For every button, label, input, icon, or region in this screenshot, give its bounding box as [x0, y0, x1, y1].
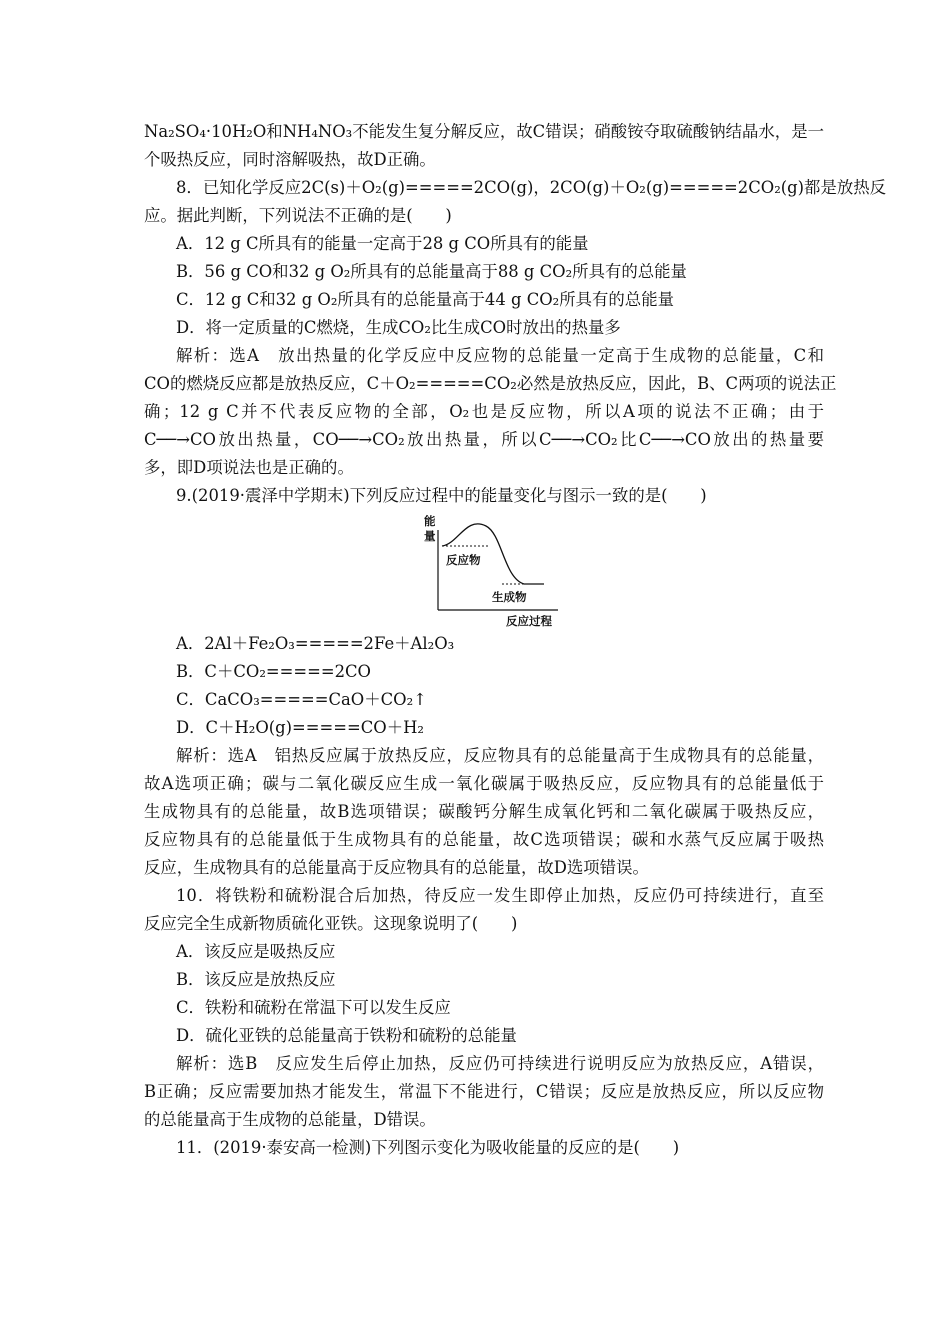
option-b: B．56 g CO和32 g O₂所具有的总能量高于88 g CO₂所具有的总能量: [176, 262, 687, 281]
question-9-stem: 9.(2019·震泽中学期末)下列反应过程中的能量变化与图示一致的是( ): [176, 486, 707, 505]
x-axis-label: 反应过程: [506, 614, 552, 628]
option-c: C．CaCO₃=====CaO＋CO₂↑: [176, 690, 427, 709]
text-line: 的总能量高于生成物的总能量，D错误。: [144, 1110, 436, 1129]
text-line: 反应物具有的总能量低于生成物具有的总能量，故C选项错误；碳和水蒸气反应属于吸热: [144, 830, 824, 849]
option-c: C．12 g C和32 g O₂所具有的总能量高于44 g CO₂所具有的总能量: [176, 290, 674, 309]
analysis-10: 解析：选B 反应发生后停止加热，反应仍可持续进行说明反应为放热反应，A错误，: [176, 1054, 824, 1073]
text-line: CO的燃烧反应都是放热反应，C＋O₂=====CO₂必然是放热反应，因此，B、C两项的说法正: [144, 374, 837, 393]
option-d: D．硫化亚铁的总能量高于铁粉和硫粉的总能量: [176, 1026, 517, 1045]
energy-diagram: [420, 508, 572, 630]
option-b: B．该反应是放热反应: [176, 970, 336, 989]
analysis-9: 解析：选A 铝热反应属于放热反应，反应物具有的总能量高于生成物具有的总能量，: [176, 746, 824, 765]
option-a: A．该反应是吸热反应: [176, 942, 336, 961]
y-axis-label-2: 量: [424, 529, 436, 543]
text-line: 故A选项正确；碳与二氧化碳反应生成一氧化碳属于吸热反应，反应物具有的总能量低于: [144, 774, 824, 793]
text-line: 应。据此判断，下列说法不正确的是( ): [144, 206, 452, 225]
option-d: D．将一定质量的C燃烧，生成CO₂比生成CO时放出的热量多: [176, 318, 621, 337]
text-line: 多，即D项说法也是正确的。: [144, 458, 354, 477]
y-axis-label-1: 能: [424, 514, 436, 528]
text-line: 反应，生成物具有的总能量高于反应物具有的总能量，故D选项错误。: [144, 858, 649, 877]
text-line: C──→CO放出热量，CO──→CO₂放出热量，所以C──→CO₂比C──→CO放出的热量要: [144, 430, 824, 449]
option-d: D．C＋H₂O(g)=====CO＋H₂: [176, 718, 424, 737]
text-line: B正确；反应需要加热才能发生，常温下不能进行，C错误；反应是放热反应，所以反应物: [144, 1082, 824, 1101]
question-8-stem: 8．已知化学反应2C(s)＋O₂(g)=====2CO(g)，2CO(g)＋O₂(g)=====2CO₂(g)都是放热反: [176, 178, 887, 197]
text-line: 个吸热反应，同时溶解吸热，故D正确。: [144, 150, 436, 169]
text-line: 反应完全生成新物质硫化亚铁。这现象说明了( ): [144, 914, 518, 933]
text-line: Na₂SO₄·10H₂O和NH₄NO₃不能发生复分解反应，故C错误；硝酸铵夺取硫酸钠结晶水，是一: [144, 122, 824, 141]
option-c: C．铁粉和硫粉在常温下可以发生反应: [176, 998, 451, 1017]
reactant-label: 反应物: [446, 553, 481, 567]
text-line: 生成物具有的总能量，故B选项错误；碳酸钙分解生成氧化钙和二氧化碳属于吸热反应，: [144, 802, 824, 821]
analysis-8: 解析：选A 放出热量的化学反应中反应物的总能量一定高于生成物的总能量，C和: [176, 346, 824, 365]
option-a: A．12 g C所具有的能量一定高于28 g CO所具有的能量: [176, 234, 589, 253]
option-b: B．C＋CO₂=====2CO: [176, 662, 371, 681]
option-a: A．2Al＋Fe₂O₃=====2Fe＋Al₂O₃: [176, 634, 455, 653]
question-11-stem: 11．(2019·泰安高一检测)下列图示变化为吸收能量的反应的是( ): [176, 1138, 680, 1157]
product-label: 生成物: [492, 590, 527, 604]
question-10-stem: 10．将铁粉和硫粉混合后加热，待反应一发生即停止加热，反应仍可持续进行，直至: [176, 886, 824, 905]
text-line: 确；12 g C并不代表反应物的全部，O₂也是反应物，所以A项的说法不正确；由于: [144, 402, 824, 421]
